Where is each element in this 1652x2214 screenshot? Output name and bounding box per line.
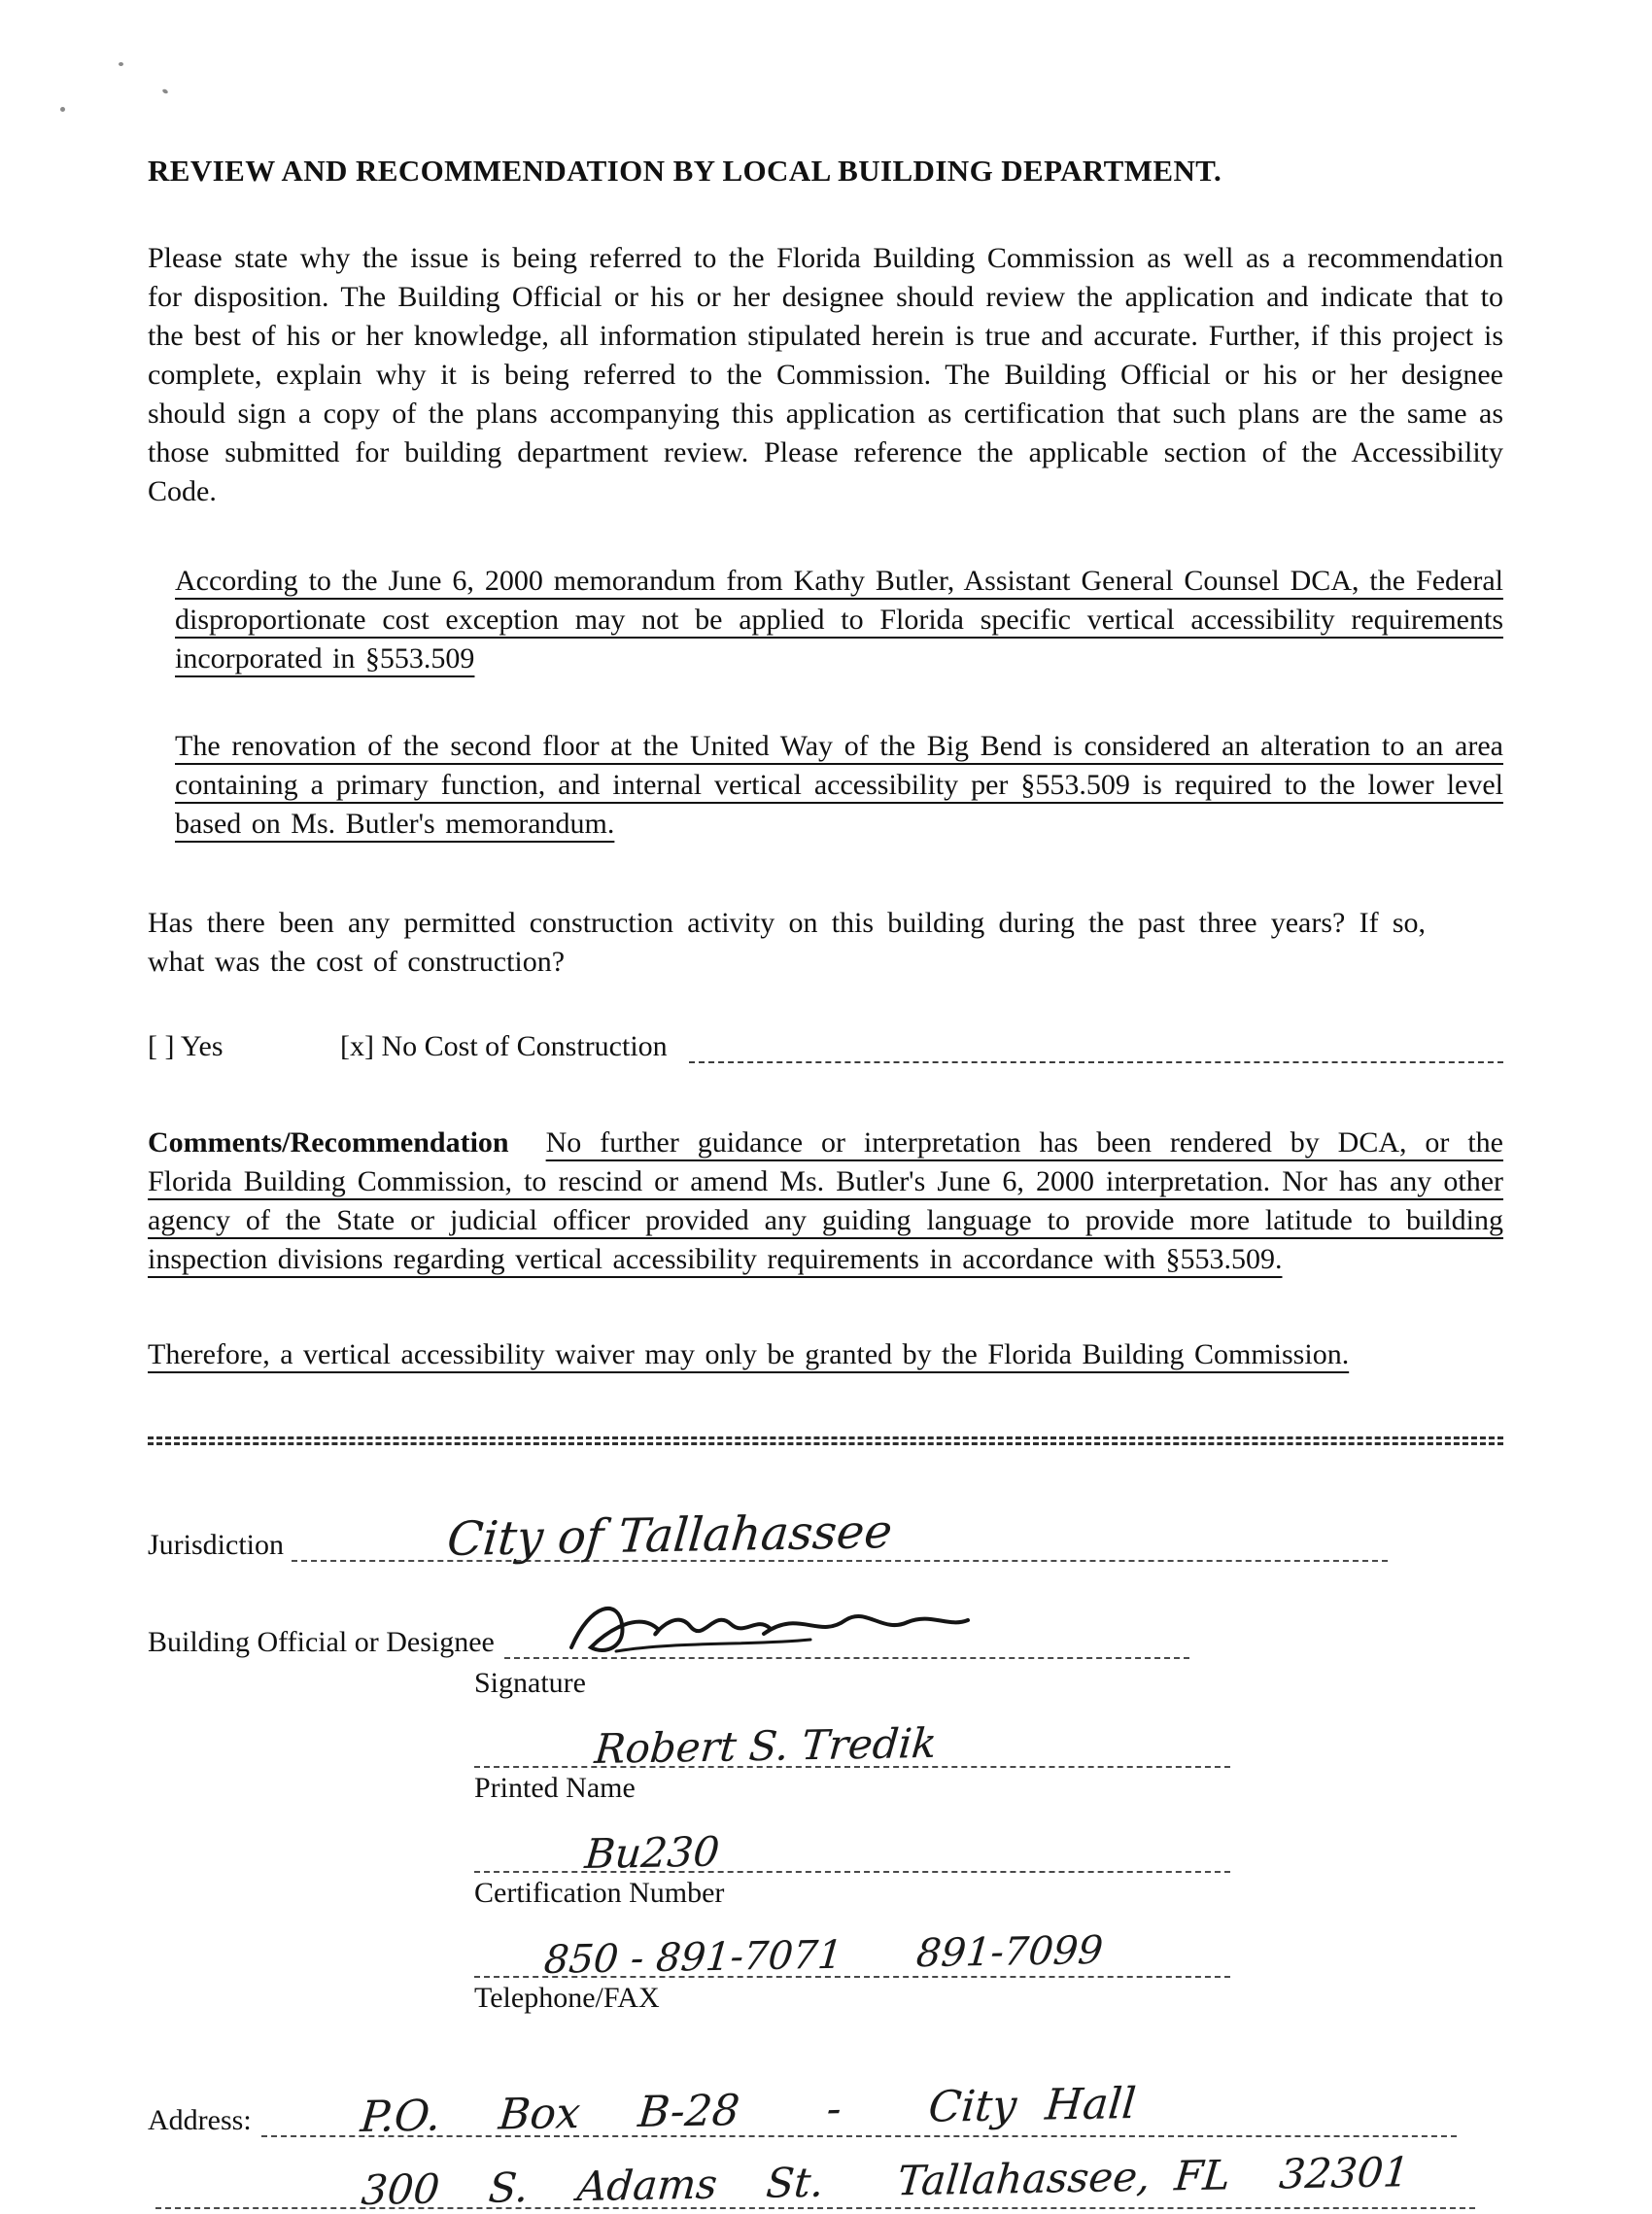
document-title: REVIEW AND RECOMMENDATION BY LOCAL BUILDING DEPARTMENT. <box>148 154 1222 188</box>
section-divider <box>148 1436 1503 1445</box>
printed-name-label: Printed Name <box>474 1772 636 1804</box>
certification-number-value: Bu230 <box>583 1827 722 1878</box>
memo-note-2: The renovation of the second floor at the United Way of the Big Bend is considered an alteration to an area containing a primary function, and internal vertical accessibility per §553.509 is required to the lower level based on Ms. Butler's memorandum. <box>175 730 1503 840</box>
comments-label: Comments/Recommendation <box>148 1126 509 1159</box>
cost-blank-line <box>689 1030 1503 1063</box>
document-content <box>148 154 1503 2214</box>
telephone-fax-label: Telephone/FAX <box>474 1982 660 2014</box>
scan-speck <box>119 62 123 66</box>
printed-name-line <box>474 1713 1230 1773</box>
no-checkbox: [x] No Cost of Construction <box>340 1030 668 1062</box>
scan-speck <box>161 88 168 94</box>
telephone-fax-line <box>474 1923 1230 1983</box>
therefore-statement: Therefore, a vertical accessibility waiver may only be granted by the Florida Building Commission. <box>148 1338 1350 1370</box>
memo-note-1: According to the June 6, 2000 memorandum from Kathy Butler, Assistant General Counsel DCA, the Federal disproportionate cost exception may not be applied to Florida specific vertical accessibility requirements incorporated in §553.509 <box>175 565 1503 675</box>
address-row <box>148 2073 1503 2142</box>
address-line-2 <box>155 2139 1475 2214</box>
building-official-line <box>504 1595 1189 1659</box>
jurisdiction-label: Jurisdiction <box>148 1529 284 1561</box>
scan-speck <box>60 107 65 112</box>
jurisdiction-value: City of Tallahassee <box>445 1504 895 1567</box>
construction-activity-question: Has there been any permitted construction activity on this building during the past three years? If so, what was the cost of construction? <box>148 907 1426 978</box>
address-label: Address: <box>148 2104 252 2136</box>
jurisdiction-row <box>148 1502 1503 1567</box>
signature-label: Signature <box>474 1667 586 1699</box>
building-official-label: Building Official or Designee <box>148 1626 495 1658</box>
certification-number-line <box>474 1818 1230 1878</box>
address-line-1 <box>261 2073 1457 2142</box>
printed-name-value: Robert S. Tredik <box>593 1718 939 1773</box>
building-official-row <box>148 1595 1503 1659</box>
telephone-fax-value: 850 - 891-7071 891-7099 <box>542 1927 1105 1983</box>
certification-number-label: Certification Number <box>474 1877 725 1909</box>
address-value-2: 300 S. Adams St. Tallahassee, FL 32301 <box>360 2148 1412 2214</box>
comments-text: No further guidance or interpretation has been rendered by DCA, or the Florida Building Commission, to rescind or amend Ms. Butler's June 6, 2000 interpretation. Nor has any other agency of the State or judicial officer provided any guiding language to provide more latitude to building inspection divisions regarding vertical accessibility requirements in accordance with §553.509. <box>148 1126 1503 1275</box>
address-value-1: P.O. Box B-28 - City Hall <box>358 2078 1138 2142</box>
yes-checkbox: [ ] Yes <box>148 1030 224 1062</box>
official-signature-block <box>474 1663 1230 2028</box>
jurisdiction-line <box>292 1502 1388 1567</box>
cost-of-construction-row <box>148 1030 1503 1063</box>
intro-paragraph: Please state why the issue is being referred to the Florida Building Commission as well as a recommendation for disposition. The Building Official or his or her designee should review the application and indicate that to the best of his or her knowledge, all information stipulated herein is true and accurate. Further, if this project is complete, explain why it is being referred to the Commission. The Building Official or his or her designee should sign a copy of the plans accompanying this application as certification that such plans are the same as those submitted for building department review. Please reference the applicable section of the Accessibility Code. <box>148 242 1503 507</box>
comments-paragraph <box>148 1124 1503 1279</box>
signature-scribble <box>558 1591 976 1667</box>
